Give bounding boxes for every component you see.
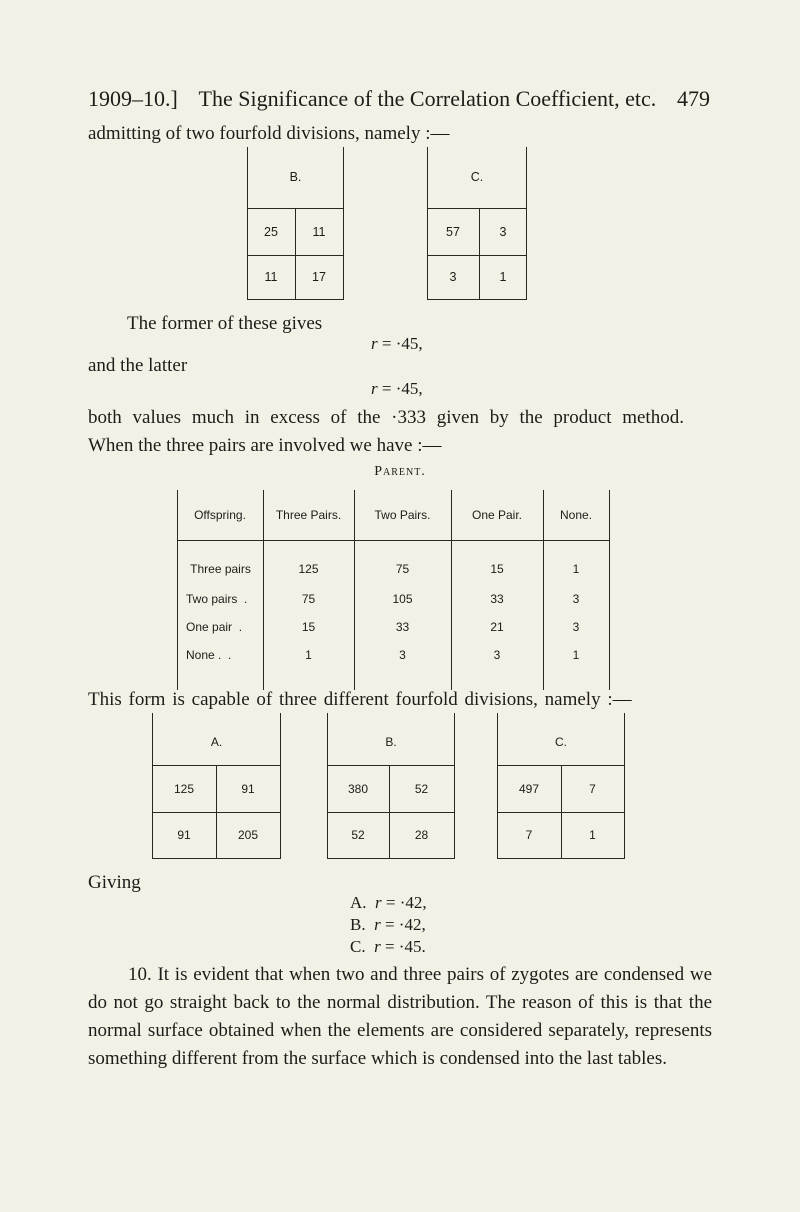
three-pairs-text: When the three pairs are involved we have :— (88, 435, 442, 456)
both-values-text: both values much in excess of the ·333 given by the product method. (88, 407, 684, 428)
table-cell: 15 (301, 620, 316, 634)
parent-caption: Parent. (374, 464, 426, 479)
row-label: One pair . (186, 620, 243, 634)
result-c: C. r = ·45. (350, 937, 426, 956)
table-cell: 28 (414, 828, 429, 842)
table-cell: 7 (589, 782, 596, 796)
table-cell: 3 (572, 592, 580, 606)
table-cell: 3 (493, 648, 501, 662)
table-cell: 105 (392, 592, 413, 606)
r-symbol: r (374, 937, 381, 956)
table-c-label: C. (470, 170, 484, 184)
table-cell: 17 (312, 270, 326, 284)
table-cell: 52 (414, 782, 429, 796)
table-cell: 25 (264, 225, 278, 239)
equation-former: r = ·45, (371, 334, 423, 353)
table-b-label: B. (289, 170, 302, 184)
table-cell: 1 (589, 828, 596, 842)
table-cell: 57 (446, 225, 460, 239)
table-cell: 1 (305, 648, 312, 662)
header-page-number: 479 (677, 86, 710, 111)
table-cell: 52 (351, 828, 365, 842)
header-three-pairs: Three Pairs. (275, 508, 342, 522)
table-cell: 7 (525, 828, 533, 842)
latter-text: and the latter (88, 355, 188, 376)
intro-text: admitting of two fourfold divisions, namely :— (88, 123, 450, 144)
table-cell: 205 (237, 828, 259, 842)
table-a-label: A. (210, 735, 223, 749)
table-cell: 11 (312, 225, 326, 239)
table-cell: 1 (572, 562, 580, 576)
header-title: The Significance of the Correlation Coefficient, etc. (198, 86, 657, 111)
table-cell: 33 (490, 592, 504, 606)
result-a: A. r = ·42, (350, 893, 427, 912)
table-c-label: C. (555, 735, 567, 749)
equation-latter: r = ·45, (371, 379, 423, 398)
header-years: 1909–10.] (88, 86, 178, 111)
header-offspring: Offspring. (194, 508, 246, 522)
table-cell: 3 (499, 225, 507, 239)
result-b: B. r = ·42, (350, 915, 426, 934)
table-cell: 75 (301, 592, 316, 606)
row-label: None . . (186, 648, 232, 662)
header-one-pair: One Pair. (471, 508, 523, 522)
header-none: None. (559, 508, 593, 522)
former-text: The former of these gives (127, 313, 323, 334)
table-cell: 91 (241, 782, 255, 796)
row-label: Two pairs . (186, 592, 248, 606)
table-cell: 125 (173, 782, 195, 796)
table-cell: 11 (264, 270, 278, 284)
table-cell: 3 (572, 620, 580, 634)
table-cell: 33 (395, 620, 410, 634)
table-cell: 91 (177, 828, 191, 842)
table-cell: 1 (499, 270, 507, 284)
giving-text: Giving (88, 872, 141, 893)
r-symbol: r (371, 379, 378, 398)
row-label: Three pairs (190, 562, 251, 576)
table-b-label: B. (385, 735, 397, 749)
table-cell: 3 (399, 648, 406, 662)
table-cell: 75 (395, 562, 410, 576)
table-cell: 15 (490, 562, 504, 576)
table-cell: 380 (347, 782, 369, 796)
table-cell: 3 (449, 270, 457, 284)
table-cell: 497 (518, 782, 540, 796)
header-two-pairs: Two Pairs. (374, 508, 431, 522)
table-cell: 21 (490, 620, 504, 634)
capable-text: This form is capable of three different fourfold divisions, namely :— (88, 689, 632, 710)
r-symbol: r (375, 893, 382, 912)
table-cell: 125 (298, 562, 319, 576)
closing-paragraph: 10. It is evident that when two and three pairs of zygotes are condensed we do not go straight back to the normal distribution. The reason of this is that the normal surface obtained when the elements are considered separately, represents something different from the surface which is condensed into the last tables. (88, 964, 712, 1069)
r-symbol: r (371, 334, 378, 353)
r-symbol: r (374, 915, 381, 934)
page-header (88, 86, 710, 112)
table-cell: 1 (572, 648, 580, 662)
